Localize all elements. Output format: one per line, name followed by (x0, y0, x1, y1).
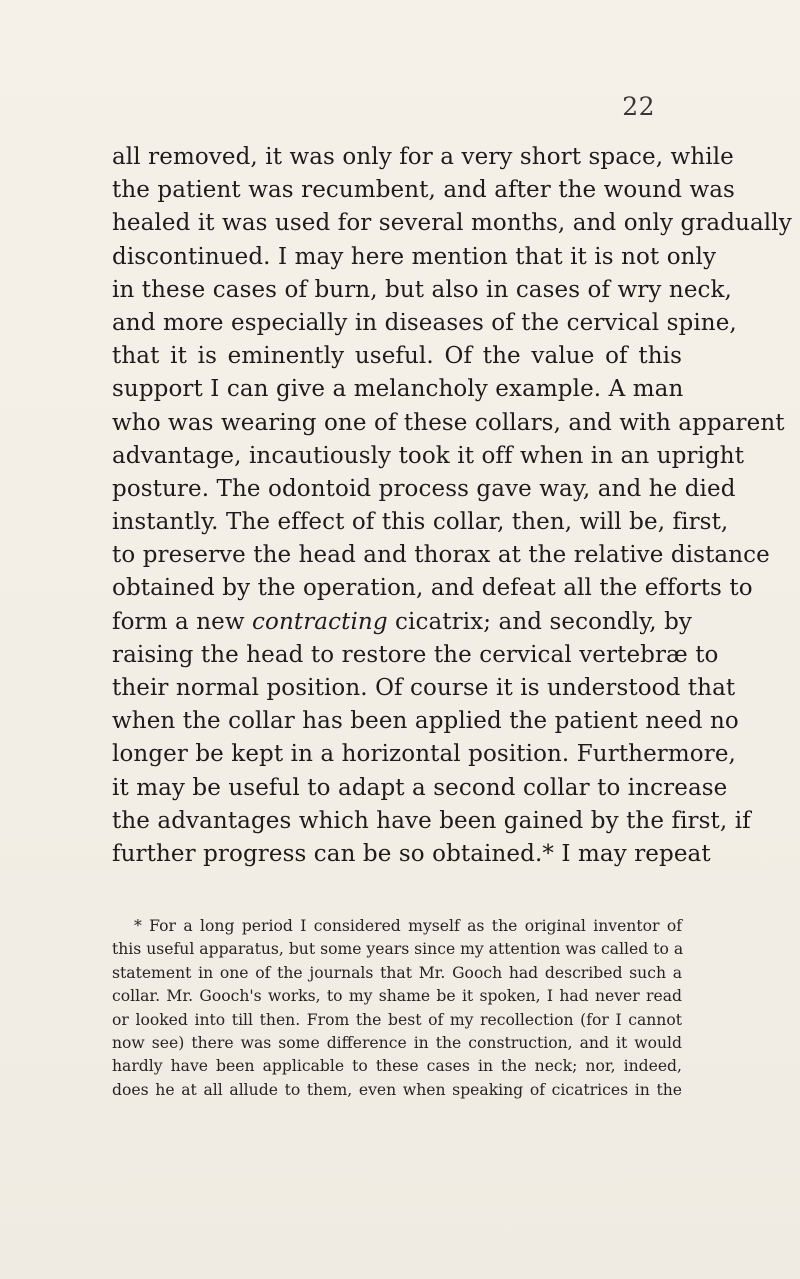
footnote-line: * For a long period I considered myself as the original inventor of (134, 917, 682, 935)
text-line: all removed, it was only for a very short space, while (112, 144, 734, 170)
text-line-with-italic (112, 606, 692, 639)
page-number: 22 (622, 92, 655, 121)
footnote-line: hardly have been applicable to these cases in the neck; nor, indeed, (112, 1057, 682, 1076)
text-line: obtained by the operation, and defeat all the efforts to (112, 575, 753, 602)
footnote-line: statement in one of the journals that Mr. Gooch had described such a (112, 963, 682, 982)
text-line: discontinued. I may here mention that it is not only (112, 243, 717, 270)
text-line: the patient was recumbent, and after the wound was (112, 177, 735, 204)
italic-word: contracting (252, 608, 388, 635)
footnote-line: this useful apparatus, but some years since my attention was called to a (112, 940, 684, 959)
footnote-line: collar. Mr. Gooch's works, to my shame be it spoken, I had never read (112, 987, 682, 1006)
text-line: raising the head to restore the cervical vertebræ to (112, 641, 719, 668)
text-line: to preserve the head and thorax at the relative distance (112, 542, 770, 569)
text-line: longer be kept in a horizontal position. Furthermore, (112, 741, 736, 768)
text-line: further progress can be so obtained.* I may repeat (112, 840, 711, 867)
text-line: it may be useful to adapt a second collar to increase (112, 774, 728, 801)
text-line: healed it was used for several months, and only gradually (112, 210, 792, 237)
text-line: advantage, incautiously took it off when in an upright (112, 442, 745, 469)
text-segment: form a new (112, 608, 253, 635)
text-line: and more especially in diseases of the cervical spine, (112, 309, 737, 336)
footnote-line: or looked into till then. From the best of my recollection (for I cannot (112, 1010, 682, 1029)
text-line: the advantages which have been gained by the first, if (112, 807, 751, 834)
text-line: that it is eminently useful. Of the value of this (112, 343, 682, 370)
text-segment: cicatrix; and secondly, by (387, 608, 692, 635)
footnote-line: now see) there was some difference in the construction, and it would (112, 1033, 682, 1052)
footnote (112, 915, 682, 1102)
text-line: posture. The odontoid process gave way, and he died (112, 475, 736, 502)
text-line: their normal position. Of course it is understood that (112, 675, 736, 701)
text-line: support I can give a melancholy example. A man (112, 376, 684, 403)
text-line: in these cases of burn, but also in cases of wry neck, (112, 276, 732, 303)
footnote-line: does he at all allude to them, even when speaking of cicatrices in the (112, 1080, 682, 1099)
text-line: when the collar has been applied the patient need no (112, 708, 739, 735)
text-line: instantly. The effect of this collar, then, will be, first, (112, 509, 729, 536)
text-line: who was wearing one of these collars, and with apparent (112, 409, 785, 436)
body-text (112, 141, 792, 871)
